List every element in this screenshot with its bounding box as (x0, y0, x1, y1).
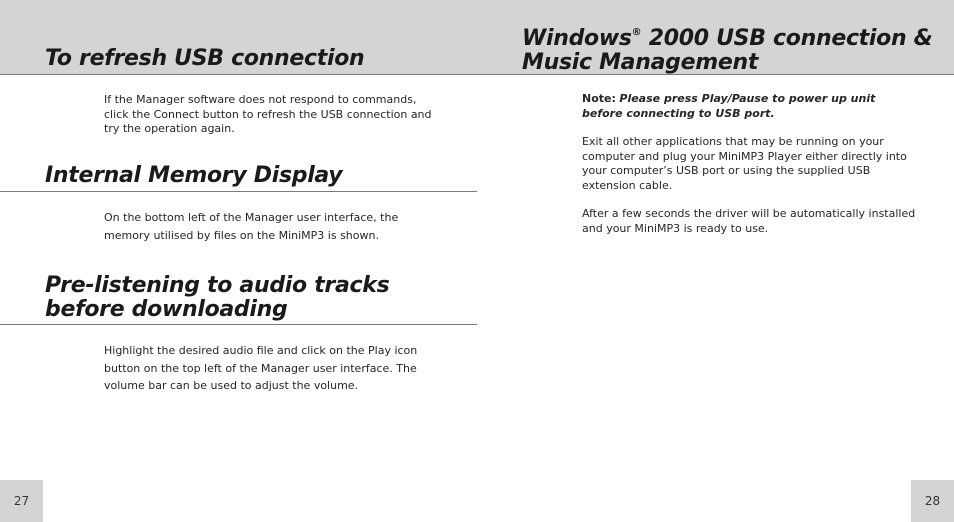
note-label: Note: (582, 92, 616, 105)
connection-instructions: Exit all other applications that may be running on your computer and plug your MiniMP3 Player either directly into your computer’s USB port or using the supplied USB extension cable. (582, 135, 907, 192)
page-number-left: 27 (0, 480, 43, 522)
section-heading-pre-listening: Pre-listening to audio tracks before downloading (45, 273, 390, 322)
heading-text-usb-music: 2000 USB connection & Music Management (522, 26, 933, 75)
internal-memory-text: On the bottom left of the Manager user interface, the memory utilised by files on the MiniMP3 is shown. (104, 211, 399, 242)
registered-mark: ® (631, 27, 642, 38)
heading-text-windows: Windows (522, 26, 632, 51)
section-divider (0, 74, 477, 75)
section-divider (0, 191, 477, 192)
section-divider (477, 74, 954, 75)
note-text: Please press Play/Pause to power up unit before connecting to USB port. (582, 92, 876, 120)
section-heading-windows-usb (522, 21, 942, 75)
pre-listening-text: Highlight the desired audio file and click on the Play icon button on the top left of the Manager user interface. The volume bar can be used to adjust the volume. (104, 344, 418, 392)
section-heading-refresh-usb: To refresh USB connection (45, 46, 365, 71)
section-heading-internal-memory: Internal Memory Display (45, 163, 343, 188)
section-divider (0, 324, 477, 325)
refresh-usb-text: If the Manager software does not respond to commands, click the Connect button to refresh the USB connection and try the operation again. (104, 93, 432, 135)
page-number-right: 28 (911, 480, 954, 522)
usb-note (582, 92, 912, 121)
driver-install-text: After a few seconds the driver will be automatically installed and your MiniMP3 is ready to use. (582, 207, 916, 235)
